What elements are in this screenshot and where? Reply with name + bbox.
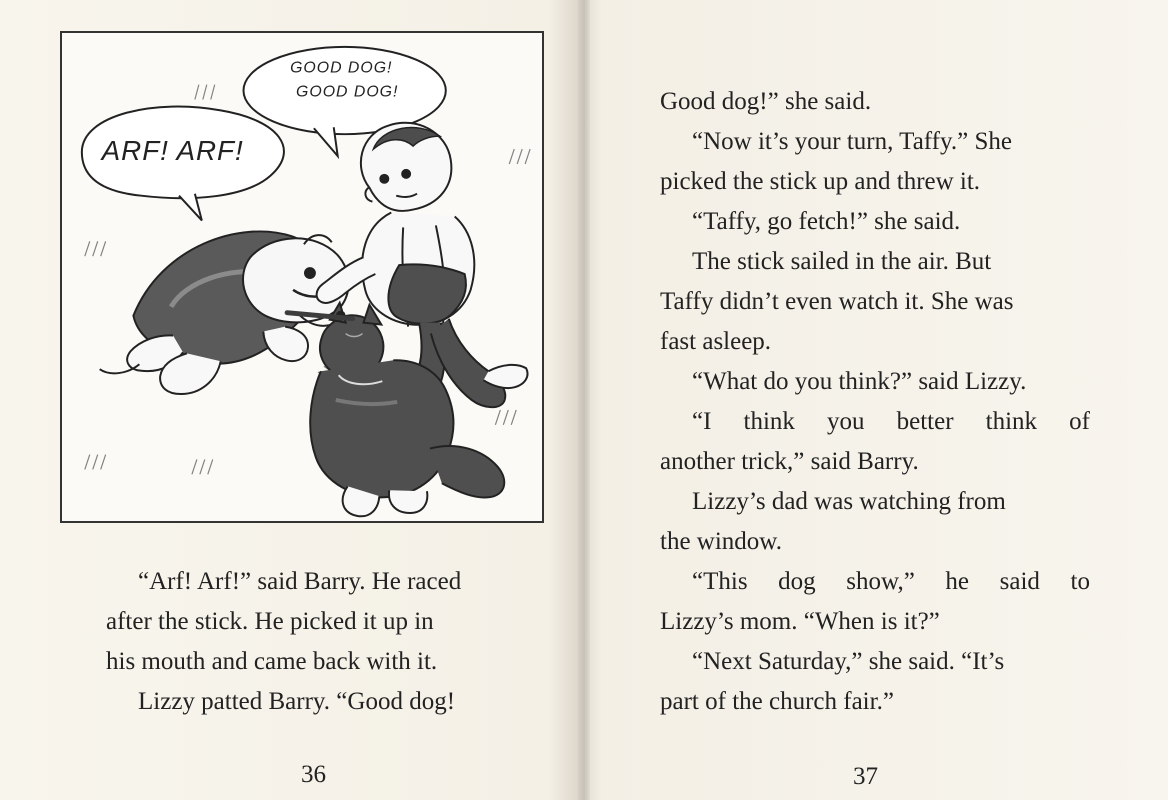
right-text-line-13: “This dog show,” he said to <box>692 568 1090 595</box>
right-text-line-2: “Now it’s your turn, Taffy.” She <box>692 128 1012 155</box>
left-page <box>0 0 582 800</box>
right-text-line-6: Taffy didn’t even watch it. She was <box>660 288 1014 315</box>
left-text-line-1: “Arf! Arf!” said Barry. He raced <box>138 568 462 595</box>
right-text-line-8: “What do you think?” said Lizzy. <box>692 368 1027 395</box>
right-text-line-11: Lizzy’s dad was watching from <box>692 488 1006 515</box>
right-text-line-3: picked the stick up and threw it. <box>660 168 981 195</box>
arf-speech-bubble <box>82 107 284 221</box>
right-text-line-12: the window. <box>660 528 782 555</box>
right-text-line-16: part of the church fair.” <box>660 688 894 715</box>
arf-bubble-text: ARF! ARF! <box>101 134 244 166</box>
right-text-line-4: “Taffy, go fetch!” she said. <box>692 208 961 235</box>
illustration-svg <box>62 33 542 521</box>
sitting-dog <box>310 303 504 516</box>
right-text-line-7: fast asleep. <box>660 328 772 355</box>
right-page-text <box>660 82 1090 722</box>
good-dog-bubble-line-2: GOOD DOG! <box>296 83 399 101</box>
left-text-line-3: his mouth and came back with it. <box>106 648 438 675</box>
right-text-line-10: another trick,” said Barry. <box>660 448 919 475</box>
right-text-line-1: Good dog!” she said. <box>660 88 872 115</box>
right-page-number: 37 <box>853 763 878 790</box>
comic-illustration <box>60 31 544 523</box>
good-dog-bubble-line-1: GOOD DOG! <box>290 59 393 77</box>
left-text-line-4: Lizzy patted Barry. “Good dog! <box>138 688 456 715</box>
right-text-line-5: The stick sailed in the air. But <box>692 248 992 275</box>
left-text-line-2: after the stick. He picked it up in <box>106 608 434 635</box>
right-text-line-9: “I think you better think of <box>692 408 1090 435</box>
right-text-line-14: Lizzy’s mom. “When is it?” <box>660 608 940 635</box>
left-page-number: 36 <box>301 761 326 788</box>
left-page-text <box>106 562 536 722</box>
right-text-line-15: “Next Saturday,” she said. “It’s <box>692 648 1005 675</box>
